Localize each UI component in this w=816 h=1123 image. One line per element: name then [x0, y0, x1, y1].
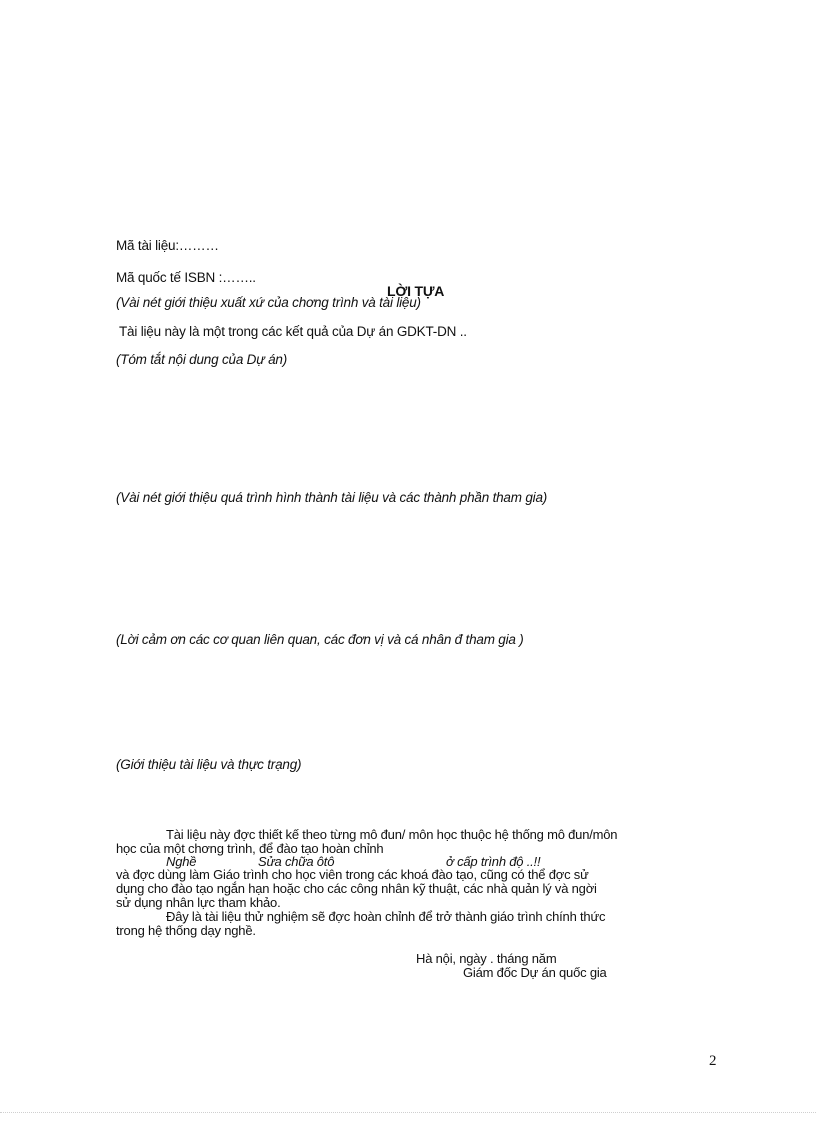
page-title: LỜI TỰA: [387, 283, 445, 299]
trade-value: Sửa chữa ôtô: [258, 854, 335, 869]
body-line: học của một chơng trình, để đào tạo hoàn chỉnh: [116, 841, 384, 856]
body-line: dụng cho đào tạo ngắn hạn hoặc cho các công nhân kỹ thuật, các nhà quản lý và ngời: [116, 881, 597, 896]
body-line: sử dụng nhân lực tham khảo.: [116, 895, 281, 910]
note-formation-process: (Vài nét giới thiệu quá trình hình thành tài liệu và các thành phần tham gia): [116, 490, 548, 505]
document-code: Mã tài liệu:………: [116, 238, 219, 253]
body-line: và đợc dùng làm Giáo trình cho học viên trong các khoá đào tạo, cũng có thể đợc sử: [116, 867, 589, 882]
page-bottom-divider: [0, 1112, 816, 1113]
note-project-summary: (Tóm tắt nội dung của Dự án): [116, 352, 288, 367]
page-number: 2: [709, 1053, 717, 1069]
isbn-code: Mã quốc tế ISBN :……..: [116, 270, 256, 285]
signature-date: Hà nội, ngày . tháng năm: [416, 951, 557, 966]
note-acknowledgements: (Lời cảm ơn các cơ quan liên quan, các đơn vị và cá nhân đ tham gia ): [116, 632, 524, 647]
body-line: Đây là tài liệu thử nghiệm sẽ đợc hoàn chỉnh để trở thành giáo trình chính thức: [166, 909, 606, 924]
project-result-text: Tài liệu này là một trong các kết quả của Dự án GDKT-DN ..: [119, 324, 467, 339]
signature-title: Giám đốc Dự án quốc gia: [463, 965, 607, 980]
trade-label: Nghề: [166, 854, 197, 869]
note-current-status: (Giới thiệu tài liệu và thực trạng): [116, 757, 302, 772]
body-line: Tài liệu này đợc thiết kế theo từng mô đun/ môn học thuộc hệ thống mô đun/môn: [166, 827, 618, 842]
body-line: trong hệ thống dạy nghề.: [116, 923, 256, 938]
level-text: ở cấp trình độ ..!!: [446, 854, 541, 869]
note-origin: (Vài nét giới thiệu xuất xứ của chơng trình và tài liệu): [116, 295, 421, 310]
